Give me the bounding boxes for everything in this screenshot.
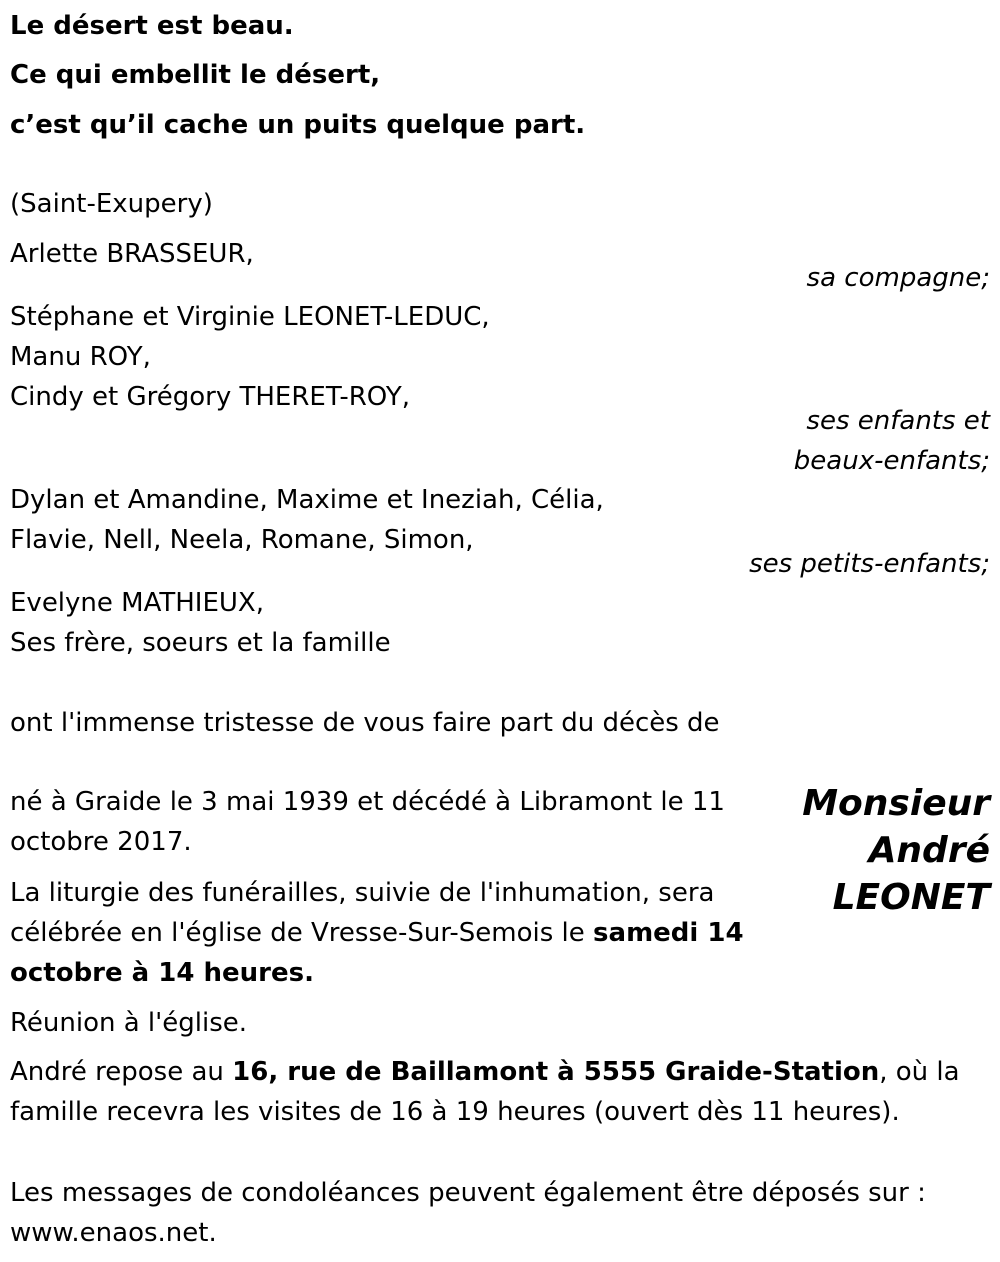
- reunion-note: Réunion à l'église.: [10, 1008, 248, 1038]
- family-role: ses enfants et: [806, 406, 990, 436]
- rest-address: 16, rue de Baillamont à 5555 Graide-Station: [232, 1057, 880, 1087]
- rest-text: , où la: [879, 1057, 960, 1087]
- family-name-line: Dylan et Amandine, Maxime et Ineziah, Célia,: [10, 485, 604, 515]
- family-name-line: Ses frère, soeurs et la famille: [10, 628, 391, 658]
- family-name-line: Stéphane et Virginie LEONET-LEDUC,: [10, 302, 490, 332]
- quote-author: (Saint-Exupery): [10, 189, 213, 219]
- family-role: beaux-enfants;: [793, 446, 990, 476]
- announcement: ont l'immense tristesse de vous faire part du décès de: [10, 708, 720, 738]
- quote-line-2: Ce qui embellit le désert,: [10, 60, 381, 90]
- family-role: sa compagne;: [806, 263, 990, 293]
- quote-line-3: c’est qu’il cache un puits quelque part.: [10, 110, 586, 140]
- deceased-name: [802, 780, 990, 921]
- family-name-line: Cindy et Grégory THERET-ROY,: [10, 382, 410, 412]
- deceased-first-name: André: [868, 830, 990, 871]
- quote-line-1: Le désert est beau.: [10, 11, 294, 41]
- funeral-time: octobre à 14 heures.: [10, 958, 314, 988]
- birth-death-line: octobre 2017.: [10, 827, 192, 857]
- family-name-line: Manu ROY,: [10, 342, 151, 372]
- condolences-url: www.enaos.net.: [10, 1218, 217, 1248]
- funeral-text: célébrée en l'église de Vresse-Sur-Semois le: [10, 918, 594, 948]
- deceased-title: Monsieur: [802, 783, 990, 824]
- condolences-line: Les messages de condoléances peuvent également être déposés sur :: [10, 1178, 926, 1208]
- deceased-last-name: LEONET: [832, 877, 990, 918]
- funeral-line: La liturgie des funérailles, suivie de l'inhumation, sera: [10, 878, 715, 908]
- funeral-date: samedi 14: [593, 918, 744, 948]
- rest-line: [10, 1052, 960, 1092]
- birth-death-line: né à Graide le 3 mai 1939 et décédé à Libramont le 11: [10, 787, 725, 817]
- family-name-line: Arlette BRASSEUR,: [10, 239, 254, 269]
- rest-text: André repose au: [10, 1057, 233, 1087]
- rest-line: famille recevra les visites de 16 à 19 heures (ouvert dès 11 heures).: [10, 1097, 900, 1127]
- funeral-line: [10, 913, 744, 953]
- family-name-line: Evelyne MATHIEUX,: [10, 588, 264, 618]
- family-role: ses petits-enfants;: [749, 549, 990, 579]
- family-name-line: Flavie, Nell, Neela, Romane, Simon,: [10, 525, 474, 555]
